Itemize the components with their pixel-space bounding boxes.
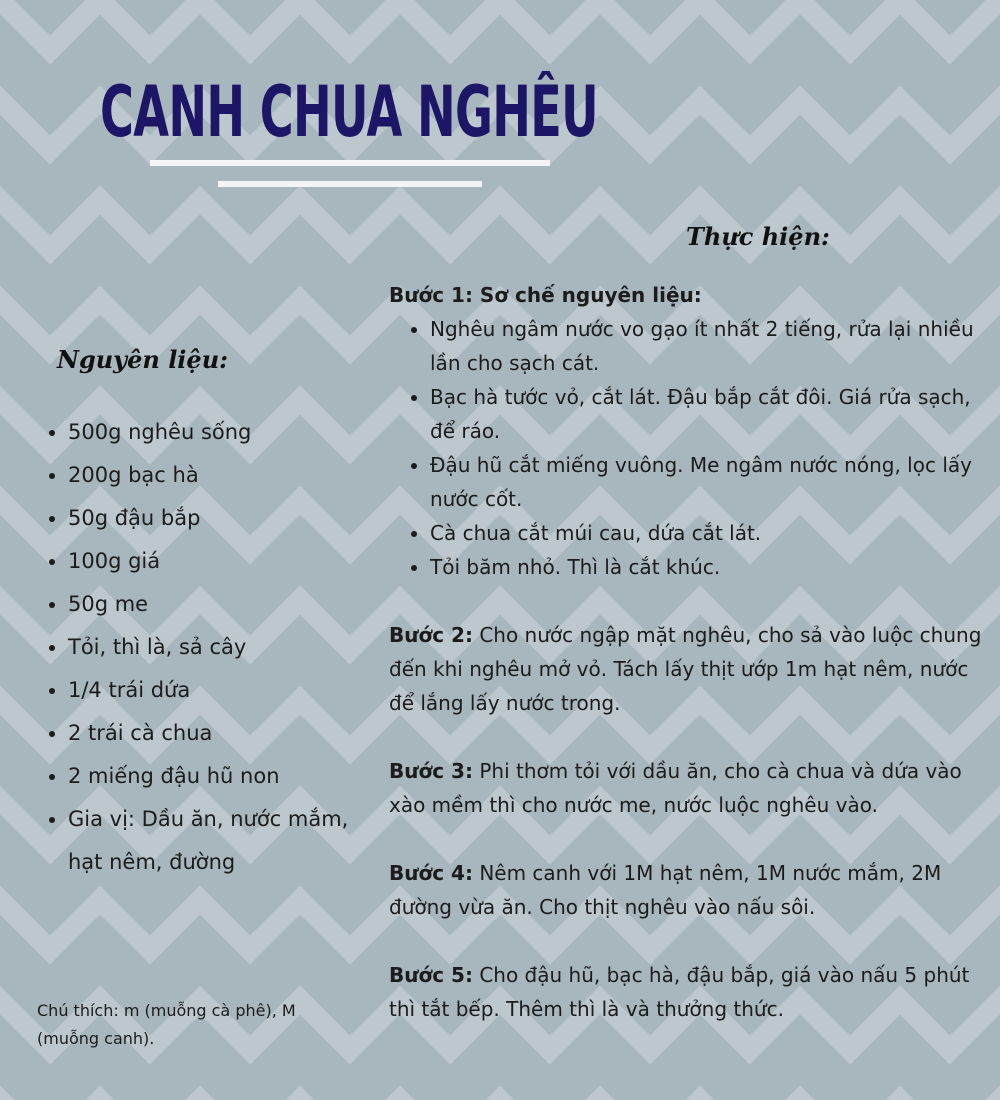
step-1-item: • Bạc hà tước vỏ, cắt lát. Đậu bắp cắt đôi. Giá rửa sạch, để ráo.: [430, 380, 989, 448]
ingredient-item: • 2 miếng đậu hũ non: [68, 755, 378, 798]
step-label: Bước 4:: [389, 861, 473, 885]
step-3: [389, 754, 989, 822]
ingredients-heading: Nguyên liệu:: [57, 345, 228, 374]
steps-heading: Thực hiện:: [686, 222, 830, 251]
step-1-item: • Cà chua cắt múi cau, dứa cắt lát.: [430, 516, 989, 550]
step-text: Cho đậu hũ, bạc hà, đậu bắp, giá vào nấu 5 phút thì tắt bếp. Thêm thì là và thưởng thức.: [389, 963, 970, 1021]
step-text: Phi thơm tỏi với dầu ăn, cho cà chua và dứa vào xào mềm thì cho nước me, nước luộc nghêu vào.: [389, 759, 962, 817]
ingredients-list: [40, 411, 378, 884]
title-underline-long: [150, 160, 550, 166]
step-1-item: • Đậu hũ cắt miếng vuông. Me ngâm nước nóng, lọc lấy nước cốt.: [430, 448, 989, 516]
ingredient-item: • Gia vị: Dầu ăn, nước mắm, hạt nêm, đường: [68, 798, 378, 884]
step-label: Bước 5:: [389, 963, 473, 987]
step-5: [389, 958, 989, 1026]
step-text: Cho nước ngập mặt nghêu, cho sả vào luộc chung đến khi nghêu mở vỏ. Tách lấy thịt ướp 1m hạt nêm, nước để lắng lấy nước trong.: [389, 623, 982, 715]
step-1-item: • Nghêu ngâm nước vo gạo ít nhất 2 tiếng, rửa lại nhiều lần cho sạch cát.: [430, 312, 989, 380]
ingredient-item: • 100g giá: [68, 540, 378, 583]
step-label: Bước 1: Sơ chế nguyên liệu:: [389, 283, 702, 307]
step-text: Nêm canh với 1M hạt nêm, 1M nước mắm, 2M đường vừa ăn. Cho thịt nghêu vào nấu sôi.: [389, 861, 942, 919]
step-4: [389, 856, 989, 924]
step-1-list: [389, 312, 989, 584]
step-1-item: • Tỏi băm nhỏ. Thì là cắt khúc.: [430, 550, 989, 584]
page-title: CANH CHUA NGHÊU: [100, 71, 599, 153]
footnote: Chú thích: m (muỗng cà phê), M (muỗng canh).: [37, 1001, 296, 1048]
ingredient-item: • 2 trái cà chua: [68, 712, 378, 755]
ingredient-item: • 500g nghêu sống: [68, 411, 378, 454]
steps-section: [389, 278, 989, 1060]
ingredient-item: • 50g me: [68, 583, 378, 626]
step-1: [389, 278, 989, 584]
ingredient-item: • 1/4 trái dứa: [68, 669, 378, 712]
step-label: Bước 2:: [389, 623, 473, 647]
ingredient-item: • 200g bạc hà: [68, 454, 378, 497]
ingredient-item: • 50g đậu bắp: [68, 497, 378, 540]
title-underline-short: [218, 181, 482, 187]
step-label: Bước 3:: [389, 759, 473, 783]
ingredient-item: • Tỏi, thì là, sả cây: [68, 626, 378, 669]
step-2: [389, 618, 989, 720]
